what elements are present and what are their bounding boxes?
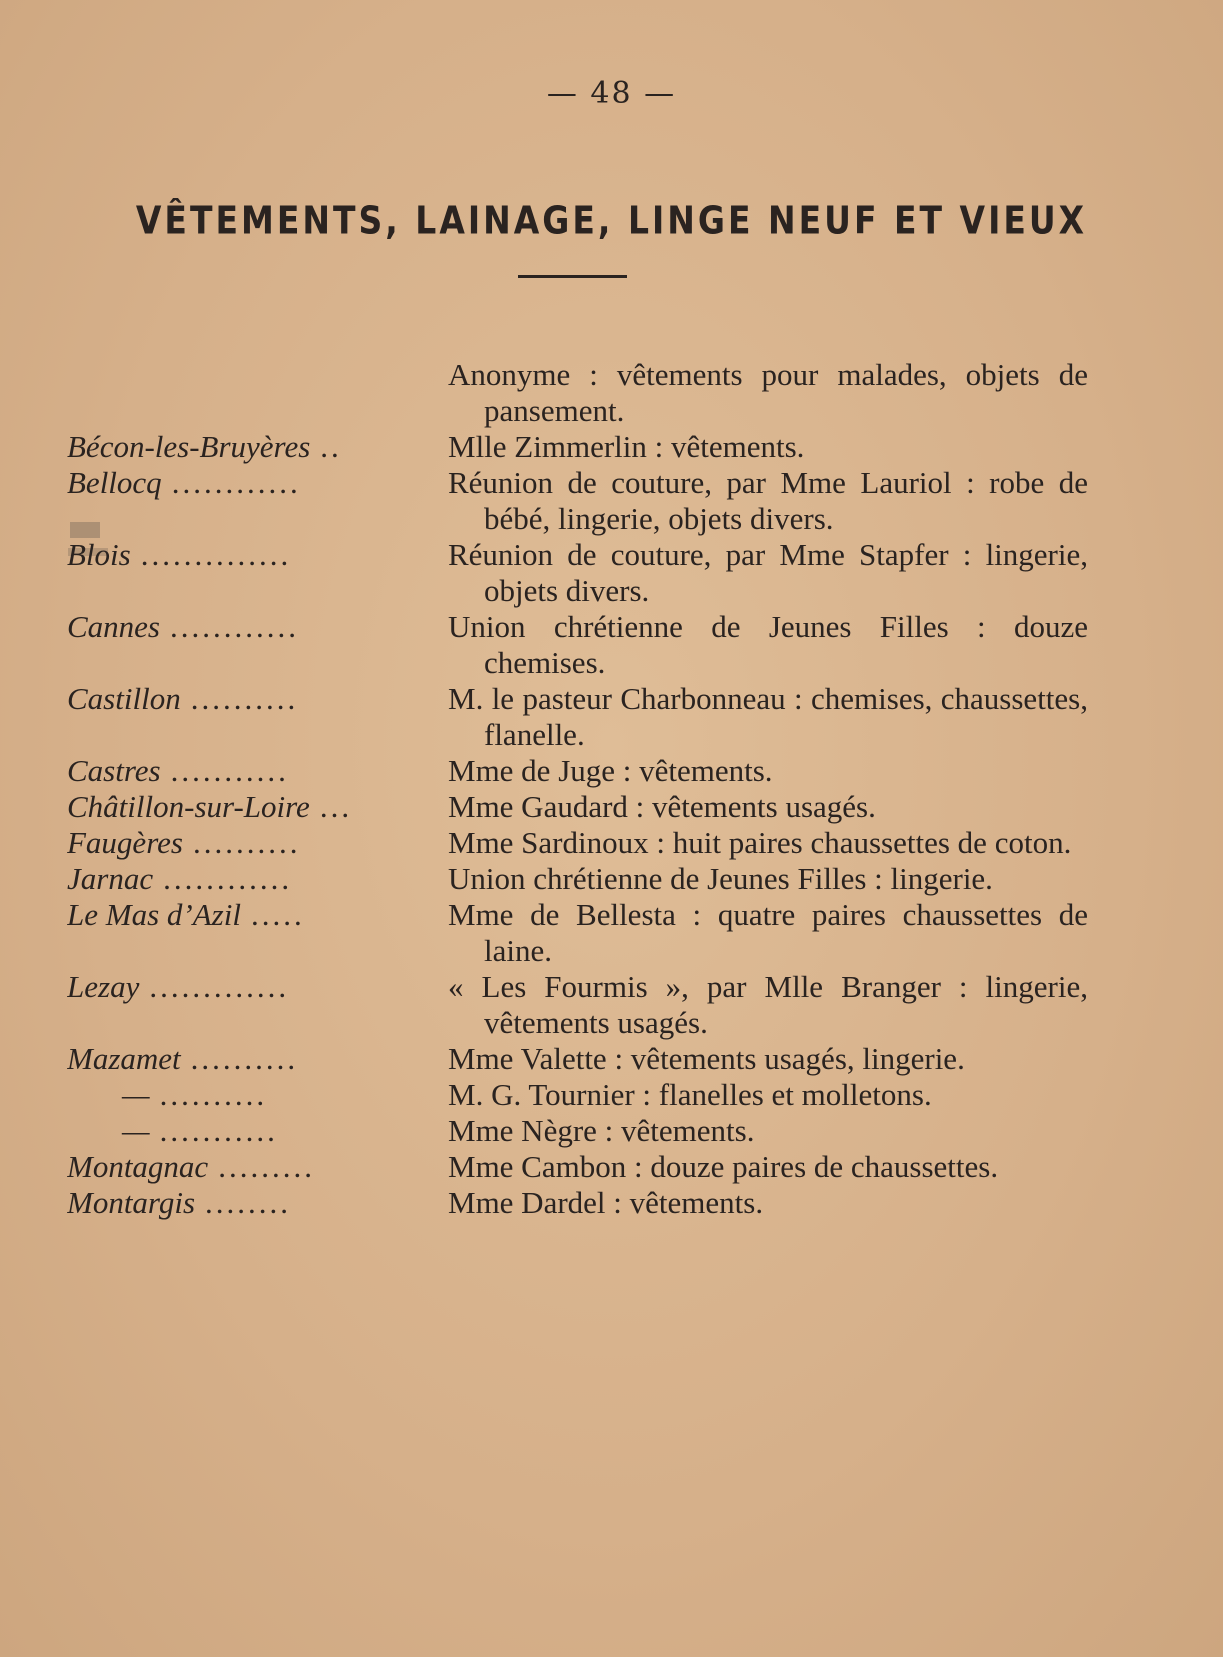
entry-row — [0, 825, 1223, 861]
entry-description: Mme Dardel : vêtements. — [448, 1185, 764, 1220]
entry-description: Mme de Bellesta : quatre paires chaussettes de laine. — [448, 897, 1088, 968]
entry-place: Castillon .......... — [67, 681, 299, 716]
entry-description: Union chrétienne de Jeunes Filles : lingerie. — [448, 861, 993, 896]
entry-description: M. G. Tournier : flanelles et molletons. — [448, 1077, 932, 1112]
entry-description: Réunion de couture, par Mme Stapfer : lingerie, objets divers. — [448, 537, 1088, 608]
entry-list — [0, 357, 1223, 1221]
entry-place: Bellocq ............ — [67, 465, 302, 500]
entry-row — [0, 1041, 1223, 1077]
entry-description: Mme Sardinoux : huit paires chaussettes de coton. — [448, 825, 1072, 860]
entry-place: Châtillon-sur-Loire ... — [67, 789, 353, 824]
entry-row — [0, 465, 1223, 537]
entry-row — [0, 861, 1223, 897]
entry-description: Union chrétienne de Jeunes Filles : douze chemises. — [448, 609, 1088, 680]
entry-description: Mme Nègre : vêtements. — [448, 1113, 755, 1148]
entry-place: Blois .............. — [67, 537, 292, 572]
section-title: VÊTEMENTS, LAINAGE, LINGE NEUF ET VIEUX — [135, 198, 1088, 243]
entry-place: Lezay ............. — [67, 969, 290, 1004]
entry-row — [0, 969, 1223, 1041]
entry-place: — .......... — [122, 1077, 268, 1112]
entry-place: Mazamet .......... — [67, 1041, 299, 1076]
entry-row — [0, 789, 1223, 825]
entry-description: Mme de Juge : vêtements. — [448, 753, 773, 788]
entry-description: Mme Valette : vêtements usagés, lingerie. — [448, 1041, 965, 1076]
entry-row — [0, 1077, 1223, 1113]
entry-row — [0, 1149, 1223, 1185]
entry-place: Cannes ............ — [67, 609, 300, 644]
entry-description: « Les Fourmis », par Mlle Branger : lingerie, vêtements usagés. — [448, 969, 1088, 1040]
entry-place: Le Mas d’Azil ..... — [67, 897, 306, 932]
entry-row — [0, 1113, 1223, 1149]
entry-description: Anonyme : vêtements pour malades, objets de pansement. — [448, 357, 1088, 428]
page-number: — 48 — — [546, 76, 677, 111]
entry-row — [0, 681, 1223, 753]
entry-place: Jarnac ............ — [67, 861, 293, 896]
entry-row — [0, 897, 1223, 969]
entry-place: Faugères .......... — [67, 825, 302, 860]
entry-description: Réunion de couture, par Mme Lauriol : robe de bébé, lingerie, objets divers. — [448, 465, 1088, 536]
entry-row — [0, 753, 1223, 789]
entry-description: M. le pasteur Charbonneau : chemises, chaussettes, flanelle. — [448, 681, 1088, 752]
entry-description: Mlle Zimmerlin : vêtements. — [448, 429, 805, 464]
entry-description: Mme Gaudard : vêtements usagés. — [448, 789, 876, 824]
entry-place: Montargis ........ — [67, 1185, 292, 1220]
entry-place: Castres ........... — [67, 753, 290, 788]
entry-row — [0, 429, 1223, 465]
entry-description: Mme Cambon : douze paires de chaussettes. — [448, 1149, 999, 1184]
entry-row — [0, 1185, 1223, 1221]
entry-place: Montagnac ......... — [67, 1149, 316, 1184]
entry-row — [0, 609, 1223, 681]
entry-row — [0, 357, 1223, 429]
entry-row — [0, 537, 1223, 609]
title-rule — [518, 275, 627, 278]
entry-place: Bécon-les-Bruyères .. — [67, 429, 343, 464]
entry-place: — ........... — [122, 1113, 279, 1148]
